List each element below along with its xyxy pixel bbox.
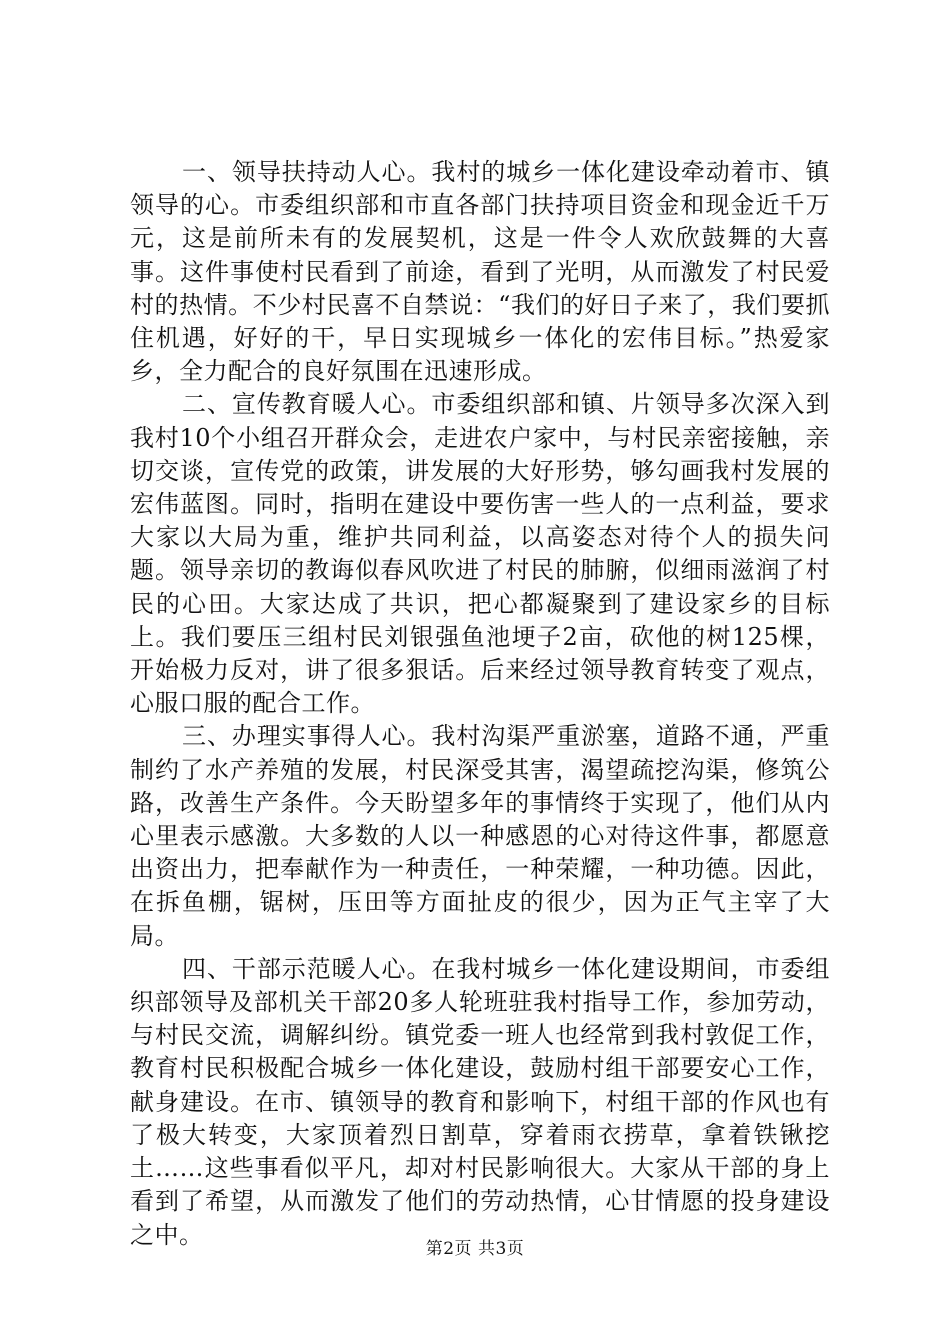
paragraph-publicity-education: 二、宣传教育暖人心。市委组织部和镇、片领导多次深入到我村10个小组召开群众会，走进农户家中，与村民亲密接触，亲切交谈，宣传党的政策，讲发展的大好形势，够勾画我村发展的宏伟蓝图。同时，指明在建设中要伤害一些人的一点利益，要求大家以大局为重，维护共同利益，以高姿态对待个人的损失问题。领导亲切的教诲似春风吹进了村民的肺腑，似细雨滋润了村民的心田。大家达成了共识，把心都凝聚到了建设家乡的目标上。我们要压三组村民刘银强鱼池埂子2亩，砍他的树125棵，开始极力反对，讲了很多狠话。后来经过领导教育转变了观点，心服口服的配合工作。 xyxy=(130,390,830,718)
page-number-footer: 第2页 共3页 xyxy=(425,1239,525,1259)
paragraph-practical-matters: 三、办理实事得人心。我村沟渠严重淤塞，道路不通，严重制约了水产养殖的发展，村民深受其害，渴望疏挖沟渠，修筑公路，改善生产条件。今天盼望多年的事情终于实现了，他们从内心里表示感激。大多数的人以一种感恩的心对待这件事，都愿意出资出力，把奉献作为一种责任，一种荣耀，一种功德。因此，在拆鱼棚，锯树，压田等方面扯皮的很少，因为正气主宰了大局。 xyxy=(130,722,830,950)
paragraph-cadre-example: 四、干部示范暖人心。在我村城乡一体化建设期间，市委组织部领导及部机关干部20多人轮班驻我村指导工作，参加劳动，与村民交流，调解纠纷。镇党委一班人也经常到我村敦促工作，教育村民积极配合城乡一体化建设，鼓励村组干部要安心工作，献身建设。在市、镇领导的教育和影响下，村组干部的作风也有了极大转变，大家顶着烈日割草，穿着雨衣捞草，拿着铁锹挖土……这些事看似平凡，却对村民影响很大。大家从干部的身上看到了希望，从而激发了他们的劳动热情，心甘情愿的投身建设之中。 xyxy=(130,954,830,1249)
paragraph-leadership-support: 一、领导扶持动人心。我村的城乡一体化建设牵动着市、镇领导的心。市委组织部和市直各部门扶持项目资金和现金近千万元，这是前所未有的发展契机，这是一件令人欢欣鼓舞的大喜事。这件事使村民看到了前途，看到了光明，从而激发了村民爱村的热情。不少村民喜不自禁说：“我们的好日子来了，我们要抓住机遇，好好的干，早日实现城乡一体化的宏伟目标。”热爱家乡，全力配合的良好氛围在迅速形成。 xyxy=(130,158,830,386)
document-body xyxy=(130,156,830,1252)
